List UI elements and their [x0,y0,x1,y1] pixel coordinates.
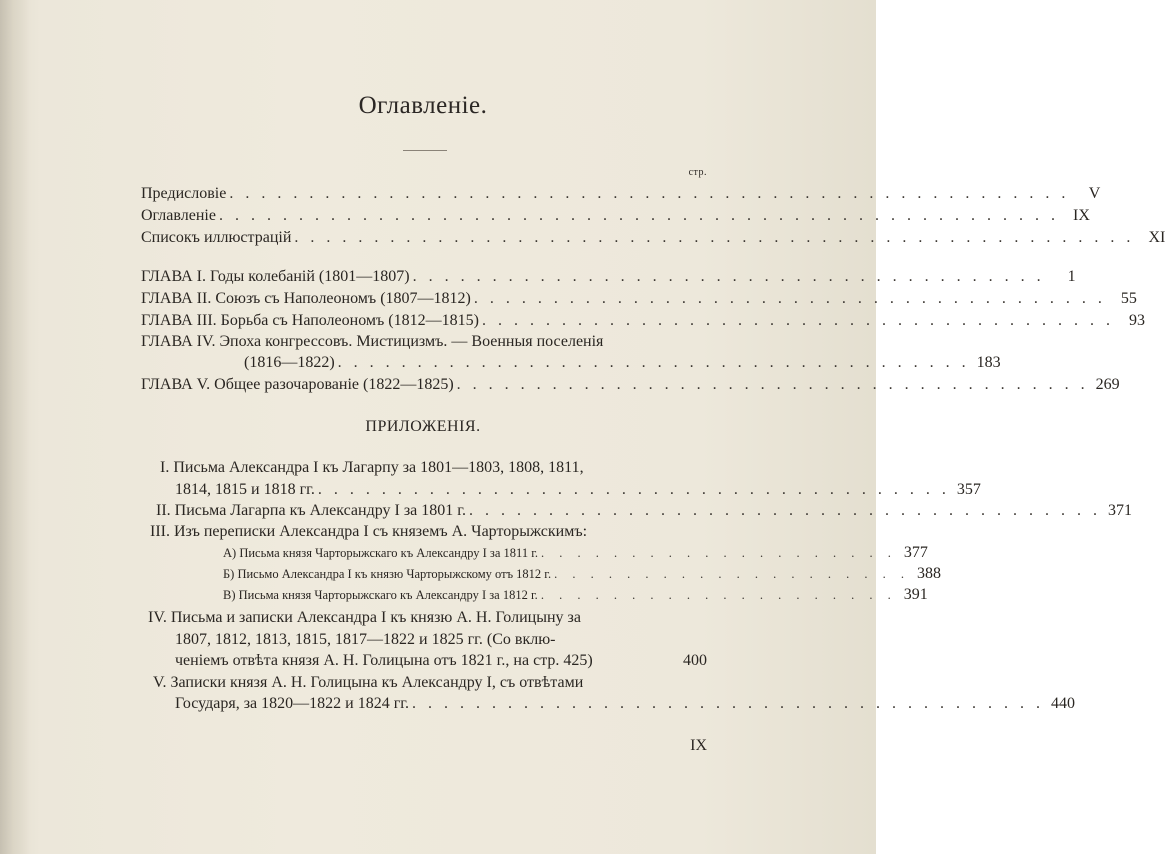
leader-dots: . . . . . . . . . . . . . . . . . . . . . . . . . . . . . . . . . . . . . . . . [317,481,950,498]
toc-entry-illustrations: Списокъ иллюстрацій . . . . . . . . . . . . . . . . . . . . . . . . . . . . . . . . . . . . . . . . . . . . . . . . . . . . . XI [141,227,707,249]
toc-chapter-4: (1816—1822) . . . . . . . . . . . . . . . . . . . . . . . . . . . . . . . . . . . . . . . . 183 [244,352,707,374]
toc-appendix-3-heading: III. Изъ переписки Александра I съ княземъ А. Чарторыжскимъ: [150,523,588,540]
leader-dots: . . . . . . . . . . . . . . . . . . . . . . . . . . . . . . . . . . . . . . . . [469,502,1102,519]
toc-chapter-4-line1: ГЛАВА IV. Эпоха конгрессовъ. Мистицизмъ. — Военныя поселенія [141,333,604,350]
leader-dots: . . . . . . . . . . . . . . . . . . . . . . . . . . . . . . . . . . . . . . . . [456,376,1089,393]
leader-dots: . . . . . . . . . . . . . . . . . . . . . . . . . . . . . . . . . . . . . . . . [473,290,1106,307]
toc-chapter-5: ГЛАВА V. Общее разочарованіе (1822—1825) . . . . . . . . . . . . . . . . . . . . . . . . . . . . . . . . . . . . . . . . 269 [141,374,707,396]
toc-appendix-3c: В) Письма князя Чарторыжскаго къ Александру I за 1812 г. . . . . . . . . . . . . . . . . . . . . 391 [223,584,707,606]
title-rule [403,150,447,151]
toc-appendix-3a: А) Письма князя Чарторыжскаго къ Александру I за 1811 г. . . . . . . . . . . . . . . . . . . . . 377 [223,542,707,564]
leader-dots: . . . . . . . . . . . . . . . . . . . . . . . . . . . . . . . . . . . . . . . . . . . . . . . . . . . . . [229,185,1070,202]
leader-dots: . . . . . . . . . . . . . . . . . . . . [540,588,897,602]
toc-appendix-5: Государя, за 1820—1822 и 1824 гг. . . . . . . . . . . . . . . . . . . . . . . . . . . . . . . . . . . . . . . . . 440 [175,693,707,715]
page-title: Оглавленіе. [358,92,488,119]
leader-dots: . . . . . . . . . . . . . . . . . . . . . . . . . . . . . . . . . . . . . . . . . . . . . . . . . . . . . [218,207,1059,224]
toc-entry-preface: Предисловіе . . . . . . . . . . . . . . . . . . . . . . . . . . . . . . . . . . . . . . . . . . . . . . . . . . . . . V [141,183,707,205]
toc-appendix-1-line1: I. Письма Александра I къ Лагарпу за 1801—1803, 1808, 1811, [160,459,584,476]
toc-chapter-1: ГЛАВА I. Годы колебаній (1801—1807) . . . . . . . . . . . . . . . . . . . . . . . . . . . . . . . . . . . . . . . . 1 [141,266,707,288]
page-column-label: стр. [688,167,707,178]
toc-appendix-5-line1: V. Записки князя А. Н. Голицына къ Александру I, съ отвѣтами [153,674,584,691]
leader-dots: . . . . . . . . . . . . . . . . . . . . . . . . . . . . . . . . . . . . . . . . [337,354,970,371]
toc-appendix-3b: Б) Письмо Александра I къ князю Чарторыжскому отъ 1812 г. . . . . . . . . . . . . . . . . . . . . 388 [223,563,707,585]
toc-appendix-4-line2: 1807, 1812, 1813, 1815, 1817—1822 и 1825 гг. (Со вклю- [175,631,556,648]
leader-dots: . . . . . . . . . . . . . . . . . . . . [554,567,910,581]
toc-appendix-1: 1814, 1815 и 1818 гг. . . . . . . . . . . . . . . . . . . . . . . . . . . . . . . . . . . . . . . . . 357 [175,479,707,501]
appendix-heading: ПРИЛОЖЕНІЯ. [365,418,481,435]
toc-appendix-4-line1: IV. Письма и записки Александра I къ князю А. Н. Голицыну за [148,609,581,626]
toc-entry-contents: Оглавленіе . . . . . . . . . . . . . . . . . . . . . . . . . . . . . . . . . . . . . . . . . . . . . . . . . . . . . IX [141,205,707,227]
leader-dots: . . . . . . . . . . . . . . . . . . . . . . . . . . . . . . . . . . . . . . . . [412,695,1045,712]
leader-dots: . . . . . . . . . . . . . . . . . . . . [541,546,897,560]
leader-dots: . . . . . . . . . . . . . . . . . . . . . . . . . . . . . . . . . . . . . . . . [481,312,1114,329]
toc-chapter-3: ГЛАВА III. Борьба съ Наполеономъ (1812—1815) . . . . . . . . . . . . . . . . . . . . . . . . . . . . . . . . . . . . . . . . 93 [141,310,707,332]
page-folio: IX [690,737,707,754]
toc-appendix-4: ченіемъ отвѣта князя А. Н. Голицына отъ 1821 г., на стр. 425) 400 [175,652,707,669]
leader-dots: . . . . . . . . . . . . . . . . . . . . . . . . . . . . . . . . . . . . . . . . . . . . . . . . . . . . . [294,229,1135,246]
toc-appendix-2: II. Письма Лагарпа къ Александру I за 1801 г. . . . . . . . . . . . . . . . . . . . . . . . . . . . . . . . . . . . . . . . . 371 [156,500,707,522]
toc-chapter-2: ГЛАВА II. Союзъ съ Наполеономъ (1807—1812) . . . . . . . . . . . . . . . . . . . . . . . . . . . . . . . . . . . . . . . . 55 [141,288,707,310]
leader-dots: . . . . . . . . . . . . . . . . . . . . . . . . . . . . . . . . . . . . . . . . [412,268,1045,285]
